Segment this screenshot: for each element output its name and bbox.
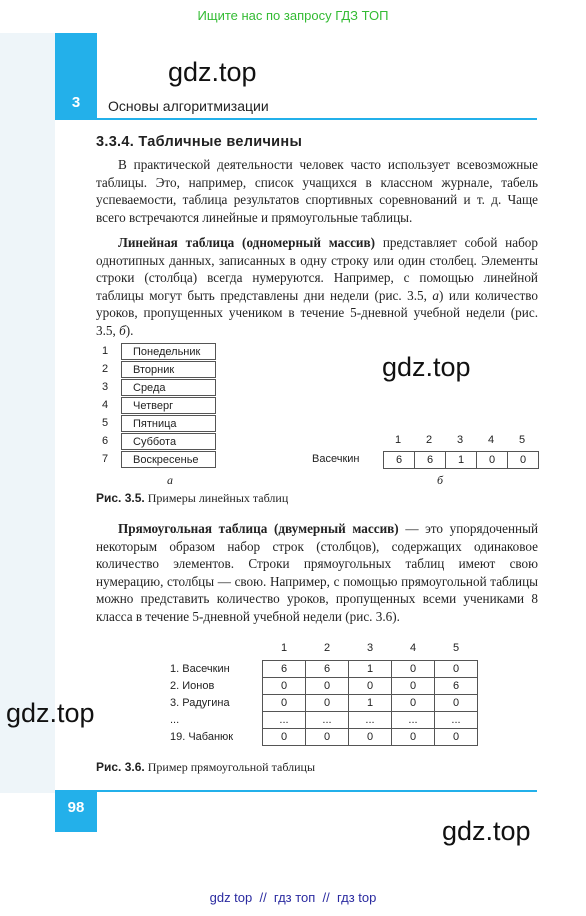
ref-a: а	[432, 287, 439, 303]
table-cell: ...	[262, 711, 306, 729]
table-cell: Четверг	[121, 397, 216, 414]
table-cell: 0	[262, 677, 306, 695]
table-cell: 6	[414, 451, 446, 469]
paragraph-1	[96, 156, 538, 226]
table-cell: 0	[305, 728, 349, 746]
table-cell: 0	[305, 677, 349, 695]
table-cell: 0	[434, 728, 478, 746]
table-cell: 0	[348, 728, 392, 746]
chapter-number: 3	[71, 94, 81, 111]
table-cell: 0	[391, 728, 435, 746]
table-cell: 0	[434, 660, 478, 678]
row-label: 2. Ионов	[170, 680, 215, 692]
table-cell: 0	[476, 451, 508, 469]
watermark: gdz.top	[442, 816, 531, 846]
table-cell: 1	[348, 694, 392, 712]
paragraph-2-end: ).	[125, 322, 134, 338]
row-number: 7	[101, 453, 109, 465]
paragraph-3-text: — это упорядоченный некоторым образом набор строк (столбцов), содержащих одинаковое количество элементов. Строки прямоугольных таблиц имеют свою нумерацию, столбцы — свою. Например, с помощью прямоугольной таблицы можно представить количество уроков, пропущенных всеми учениками 8 класса в течение 5-дневной учебной недели (рис. 3.6).	[96, 521, 539, 624]
column-header: 1	[394, 434, 402, 446]
figure-caption-text: Примеры линейных таблиц	[144, 491, 289, 505]
figure-number: Рис. 3.6.	[96, 760, 145, 774]
column-header: 2	[425, 434, 433, 446]
row-number: 4	[101, 399, 109, 411]
table-cell: Пятница	[121, 415, 216, 432]
watermark: gdz.top	[382, 352, 471, 382]
watermark: gdz.top	[6, 698, 95, 728]
table-cell: 6	[262, 660, 306, 678]
column-header: 2	[323, 642, 331, 654]
vasechkin-row	[383, 451, 543, 471]
column-header: 4	[409, 642, 417, 654]
section-title: 3.3.4. Табличные величины	[96, 134, 303, 150]
margin-band	[0, 95, 55, 793]
term-rectangular-table: Прямоугольная таблица (двумерный массив)	[118, 521, 399, 536]
table-cell: 0	[348, 677, 392, 695]
row-label: Васечкин	[312, 453, 360, 465]
top-banner: Ищите нас по запросу ГДЗ ТОП	[197, 8, 389, 23]
row-label: 1. Васечкин	[170, 663, 230, 675]
table-cell: ...	[434, 711, 478, 729]
table-cell: Вторник	[121, 361, 216, 378]
column-header: 3	[366, 642, 374, 654]
table-cell: ...	[391, 711, 435, 729]
table-cell: 0	[391, 677, 435, 695]
column-header: 4	[487, 434, 495, 446]
table-cell: 0	[391, 660, 435, 678]
column-header: 5	[518, 434, 526, 446]
class-table	[170, 642, 480, 752]
figure-3-6-caption	[96, 760, 315, 775]
column-header: 1	[280, 642, 288, 654]
paragraph-2	[96, 234, 538, 340]
row-number: 3	[101, 381, 109, 393]
row-label: ...	[170, 714, 180, 726]
table-cell: 0	[262, 694, 306, 712]
ref-b: б	[119, 322, 126, 338]
row-label: 19. Чабанюк	[170, 731, 234, 743]
table-cell: 0	[507, 451, 539, 469]
paragraph-3	[96, 520, 538, 626]
paragraph-2-mid: ) или количество уроков, пропущенных учеником в течение 5-дневной учебной недели (рис. 3.5,	[96, 287, 538, 338]
row-number: 1	[101, 345, 109, 357]
row-number: 2	[101, 363, 109, 375]
term-linear-table: Линейная таблица (одномерный массив)	[118, 235, 376, 250]
row-number: 5	[101, 417, 109, 429]
table-cell: Суббота	[121, 433, 216, 450]
page-number: 98	[67, 799, 85, 816]
table-cell: 0	[434, 694, 478, 712]
margin-band-top	[0, 33, 55, 95]
table-cell: ...	[305, 711, 349, 729]
row-number: 6	[101, 435, 109, 447]
table-cell: 0	[391, 694, 435, 712]
column-header: 3	[456, 434, 464, 446]
paragraph-1-text: В практической деятельности человек часто использует всевозможные таблицы. Это, например, список учащихся в классном журнале, табель успеваемости, таблица результатов спортивных соревнований и т. д. Чаще всего встречаются линейные и прямоугольные таблицы.	[96, 157, 538, 225]
table-cell: ...	[348, 711, 392, 729]
table-cell: 0	[305, 694, 349, 712]
table-cell: Воскресенье	[121, 451, 216, 468]
footer-rule	[97, 790, 537, 792]
table-cell: 1	[348, 660, 392, 678]
chapter-title: Основы алгоритмизации	[108, 98, 269, 114]
caption-letter-a: а	[167, 473, 173, 487]
figure-3-5-caption	[96, 491, 288, 506]
paragraph-2-text: представляет собой набор однотипных данных, записанных в одну строку или один столбец. Элементы строки (столбца) всегда нумеруются. Например, с помощью линейной таблицы могут быть представлены дни недели (рис. 3.5,	[96, 235, 538, 303]
table-cell: Среда	[121, 379, 216, 396]
column-header: 5	[452, 642, 460, 654]
watermark: gdz.top	[168, 57, 257, 87]
footer-links[interactable]: gdz top // гдз топ // гдз top	[209, 890, 377, 905]
figure-number: Рис. 3.5.	[96, 491, 145, 505]
table-cell: 6	[434, 677, 478, 695]
table-cell: 1	[445, 451, 477, 469]
table-cell: Понедельник	[121, 343, 216, 360]
table-cell: 0	[262, 728, 306, 746]
header-rule	[97, 118, 537, 120]
table-cell: 6	[305, 660, 349, 678]
caption-letter-b: б	[437, 473, 444, 487]
row-label: 3. Радугина	[170, 697, 230, 709]
table-cell: 6	[383, 451, 415, 469]
figure-caption-text: Пример прямоугольной таблицы	[144, 760, 316, 774]
